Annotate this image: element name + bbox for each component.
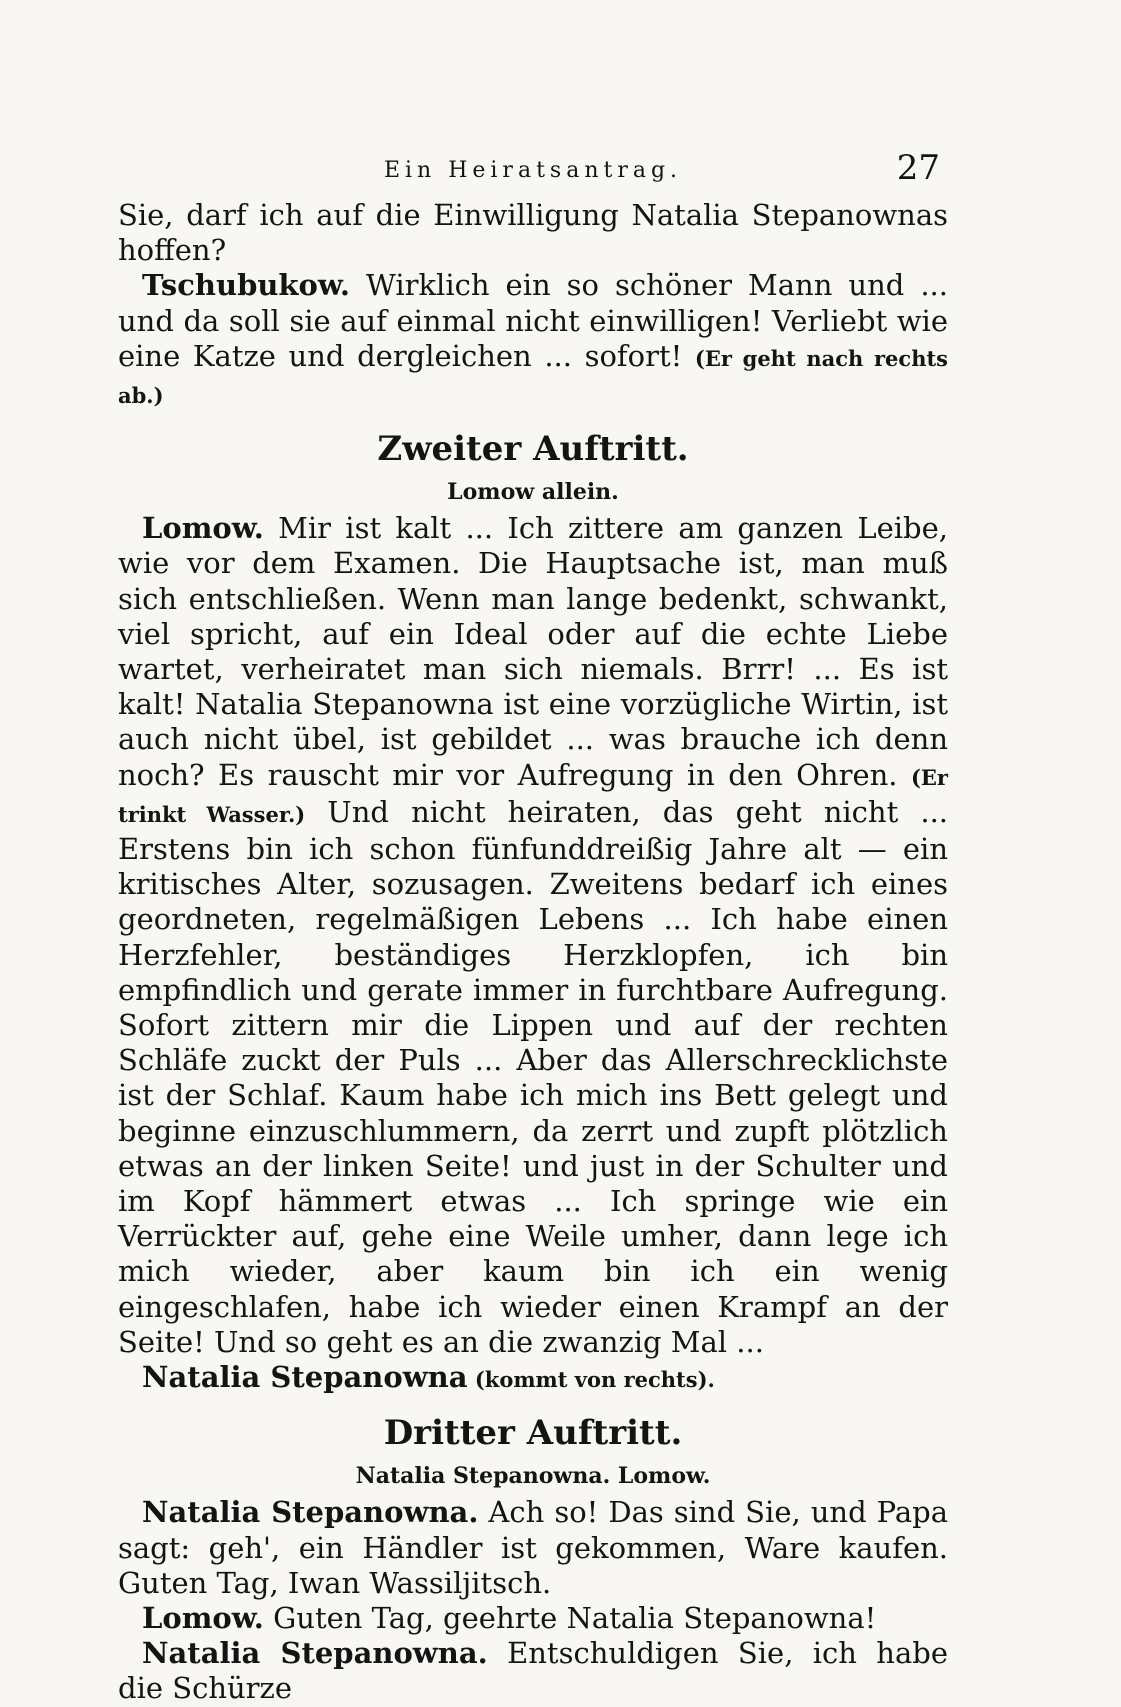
text-block: [118, 148, 948, 1707]
speaker-name: Tschubukow.: [142, 268, 351, 303]
scene-title-2: Zweiter Auftritt.: [377, 429, 689, 470]
speaker-name: Lomow.: [142, 511, 264, 546]
speech-tschubukow: [118, 268, 948, 413]
scene-persons-3: Natalia Stepanowna. Lomow.: [355, 1463, 711, 1490]
speech-text: Wirklich ein so schöner Mann und ... und da soll sie auf einmal nicht einwilligen! Verliebt wie eine Katze und dergleichen ... sofort!: [118, 268, 948, 373]
scene-persons-2: Lomow allein.: [447, 479, 619, 506]
speech-lomow-monologue: [118, 511, 948, 1360]
speech-lomow-2: [118, 1601, 948, 1636]
speech-text: Ach so! Das sind Sie, und Papa sagt: geh', ein Händler ist gekommen, Ware kaufen. Guten Tag, Iwan Wassiljitsch.: [118, 1495, 948, 1600]
running-title: Ein Heiratsantrag.: [383, 158, 683, 183]
speech-text: Guten Tag, geehrte Natalia Stepanowna!: [263, 1600, 877, 1635]
running-head: [118, 148, 948, 198]
stage-direction: (kommt von rechts).: [467, 1367, 715, 1393]
speaker-name: Natalia Stepanowna: [142, 1360, 468, 1395]
speaker-name: Natalia Stepanowna.: [142, 1636, 488, 1671]
stage-direction: (Er geht nach rechts ab.): [118, 345, 948, 409]
page-number: 27: [896, 148, 940, 188]
speech-natalia-1: [118, 1495, 948, 1601]
speech-natalia-2: [118, 1636, 948, 1706]
speech-text: Mir ist kalt ... Ich zittere am ganzen Leibe, wie vor dem Examen. Die Hauptsache ist, man muß sich entschließen. Wenn man lange bedenkt, schwankt, viel spricht, auf ein Ideal oder auf die echte Liebe wartet, verheiratet man sich niemals. Brrr! ... Es ist kalt! Natalia Stepanowna ist eine vorzügliche Wirtin, ist auch nicht übel, ist gebildet ... was brauche ich denn noch? Es rauscht mir vor Aufregung in den Ohren.: [118, 511, 948, 792]
scene-title-3: Dritter Auftritt.: [383, 1413, 683, 1454]
speech-text: Und nicht heiraten, das geht nicht ... Erstens bin ich schon fünfunddreißig Jahre alt — ein kritisches Alter, sozusagen. Zweitens bedarf ich eines geordneten, regelmäßigen Lebens ... Ich habe einen Herzfehler, beständiges Herzklopfen, ich bin empfindlich und gerate immer in furchtbare Aufregung. Sofort zittern mir die Lippen und auf der rechten Schläfe zuckt der Puls ... Aber das Allerschrecklichste ist der Schlaf. Kaum habe ich mich ins Bett gelegt und beginne einzuschlummern, da zerrt und zupft plötzlich etwas an der linken Seite! und just in der Schulter und im Kopf hämmert etwas ... Ich springe wie ein Verrückter auf, gehe eine Weile umher, dann lege ich mich wieder, aber kaum bin ich ein wenig eingeschlafen, habe ich wieder einen Krampf an der Seite! Und so geht es an die zwanzig Mal ...: [118, 794, 948, 1359]
speech-text: Entschuldigen Sie, ich habe die Schürze: [118, 1636, 949, 1706]
speaker-name: Lomow.: [142, 1600, 264, 1635]
stage-direction: (Er trinkt Wasser.): [118, 764, 948, 827]
continuation-paragraph: Sie, darf ich auf die Einwilligung Natalia Stepanownas hoffen?: [118, 198, 948, 268]
speaker-name: Natalia Stepanowna.: [142, 1495, 479, 1530]
entrance-line: [118, 1360, 948, 1397]
